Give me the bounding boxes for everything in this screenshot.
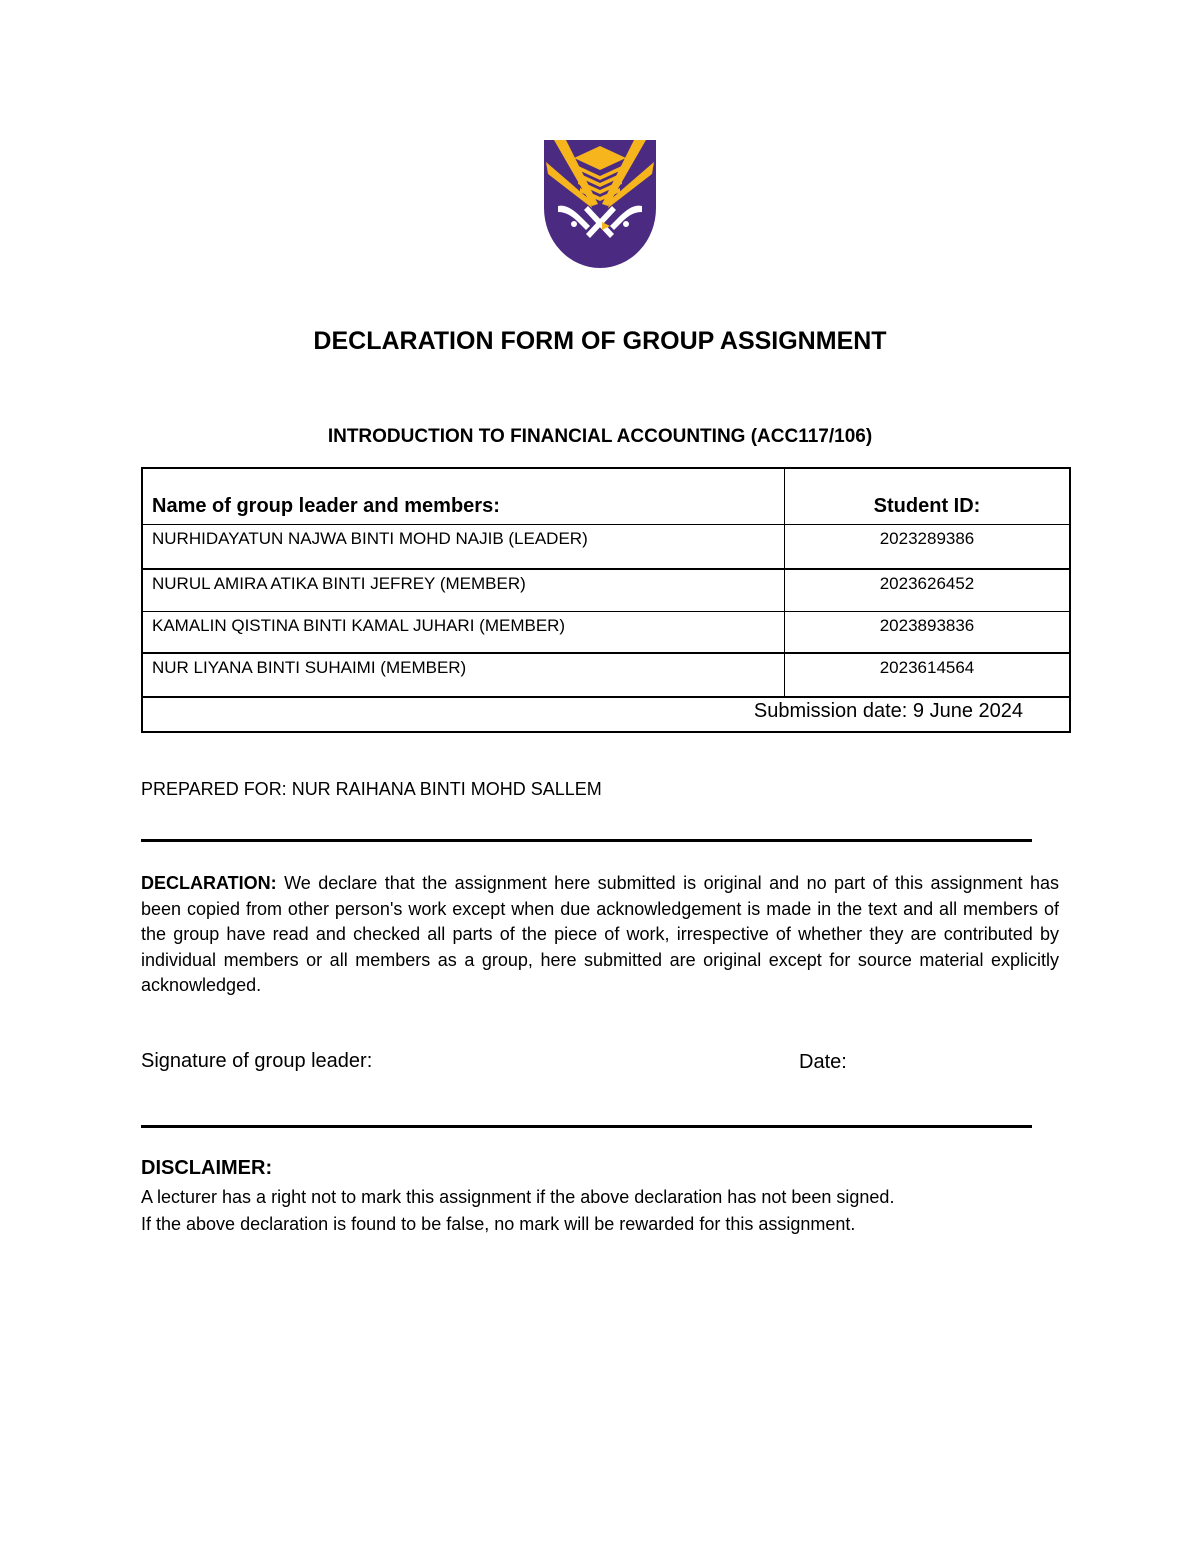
members-table <box>141 467 1071 733</box>
member-name: NUR LIYANA BINTI SUHAIMI (MEMBER) <box>152 658 467 677</box>
member-id: 2023614564 <box>784 654 1069 696</box>
table-row <box>143 612 1069 654</box>
table-row <box>143 570 1069 612</box>
document-title: DECLARATION FORM OF GROUP ASSIGNMENT <box>313 327 887 355</box>
disclaimer-line: If the above declaration is found to be false, no mark will be rewarded for this assignment. <box>141 1214 856 1234</box>
declaration-label: DECLARATION: <box>141 873 277 893</box>
table-row <box>143 654 1069 698</box>
table-header-row <box>143 469 1069 525</box>
declaration-text: We declare that the assignment here submitted is original and no part of this assignment has been copied from other person's work except when due acknowledgement is made in the text and all members of the group have read and checked all parts of the piece of work, irrespective of whether they are contributed by individual members or all members as a group, here submitted are original except for source material explicitly acknowledged. <box>141 873 1059 995</box>
course-title: INTRODUCTION TO FINANCIAL ACCOUNTING (ACC117/106) <box>327 426 873 447</box>
member-name: NURHIDAYATUN NAJWA BINTI MOHD NAJIB (LEADER) <box>152 529 588 548</box>
header-student-id: Student ID: <box>784 469 1069 524</box>
member-id: 2023626452 <box>784 570 1069 611</box>
member-name: KAMALIN QISTINA BINTI KAMAL JUHARI (MEMBER) <box>152 616 566 635</box>
divider <box>141 1125 1032 1128</box>
signature-label: Signature of group leader: <box>141 1050 373 1072</box>
date-label: Date: <box>799 1051 847 1073</box>
prepared-for: PREPARED FOR: NUR RAIHANA BINTI MOHD SALLEM <box>141 779 602 799</box>
university-crest-logo <box>544 140 656 268</box>
header-name: Name of group leader and members: <box>152 495 500 517</box>
divider <box>141 839 1032 842</box>
member-id: 2023289386 <box>784 525 1069 568</box>
disclaimer-heading: DISCLAIMER: <box>141 1157 273 1179</box>
declaration-paragraph <box>141 871 1059 999</box>
table-row <box>143 525 1069 570</box>
member-name: NURUL AMIRA ATIKA BINTI JEFREY (MEMBER) <box>152 574 526 593</box>
submission-date: Submission date: 9 June 2024 <box>753 700 1023 722</box>
member-id: 2023893836 <box>784 612 1069 652</box>
disclaimer-line: A lecturer has a right not to mark this assignment if the above declaration has not been signed. <box>141 1187 895 1207</box>
disclaimer-text <box>141 1184 1071 1238</box>
